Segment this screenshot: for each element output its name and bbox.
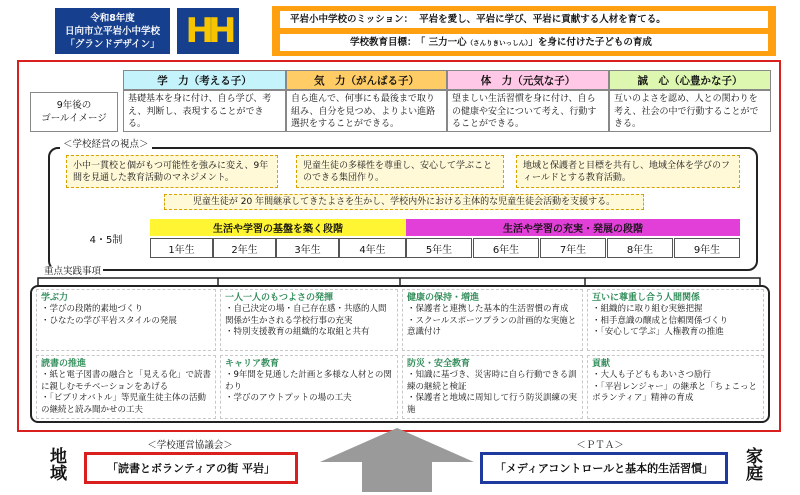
goal-column-text: 自ら進んで、何事にも最後まで取り組み、自分を見つめ、よりよい進路選択をすることができる。 — [286, 90, 447, 132]
pta-label: ＜ＰＴＡ＞ — [576, 440, 624, 451]
goal-label: 学校教育目標： — [350, 37, 417, 48]
goal-prefix: 「 三力一心 — [420, 37, 467, 48]
perspective-text-1: 小中一貫校と個がもつ可能性を強みに変え、9年間を見通した教育活動のマネジメント。 — [73, 161, 269, 183]
practice-heading: 貢献 — [592, 359, 611, 369]
stage1-label: 生活や学習の基盤を築く段階 — [213, 224, 343, 235]
council-slogan-box — [84, 452, 298, 484]
practices-connector-lines — [30, 264, 770, 290]
perspective-item-3 — [516, 155, 740, 188]
perspectives-title: ＜学校経営の視点＞ — [60, 139, 152, 151]
practice-heading: 学ぶ力 — [41, 293, 69, 303]
practice-cell — [36, 289, 216, 351]
goal-column-text: 基礎基本を身に付け、自ら学び、考え、判断し、表現することができる。 — [123, 90, 286, 132]
practice-cell — [220, 355, 398, 419]
mission-line — [280, 11, 768, 28]
system-label: 4・5制 — [89, 234, 123, 246]
practice-item: ・学びのアウトプットの場の工夫 — [225, 393, 352, 403]
goal-line — [280, 34, 768, 51]
nine-year-goal-label — [30, 92, 118, 132]
grade-cell: 9年生 — [674, 238, 740, 258]
practice-cell — [402, 289, 583, 351]
practice-item: ・組織的に取り組む実態把握 — [592, 304, 703, 314]
goal-column-text: 互いのよさを認め、人との関わりを考え、社会の中で行動することができる。 — [609, 90, 771, 132]
practice-item: ・「平岩レンジャー」の継承と「ちょこっとボランティア」精神の育成 — [592, 381, 757, 403]
goal-column-title: 気 力（がんばる子） — [286, 70, 447, 90]
community-label — [44, 440, 68, 488]
practice-item: ・スクールスポーツプランの計画的な実施と意識付け — [407, 315, 577, 337]
practice-heading: 健康の保持・増進 — [407, 293, 480, 303]
grade-cell: 5年生 — [406, 238, 472, 258]
practices-title: 重点実践事項 — [44, 266, 102, 277]
school-title-line1: 令和8年度 — [90, 12, 135, 24]
community-text: 地域 — [46, 447, 66, 481]
goal-column-title: 誠 心（心豊かな子） — [609, 70, 771, 90]
practice-item: ・大人も子どももあいさつ励行 — [592, 370, 712, 380]
perspective-item-1 — [66, 155, 278, 188]
practice-item: ・知識に基づき、災害時に自ら行動できる訓練の継続と検証 — [407, 370, 577, 392]
goal-label-line1: 9年後の — [56, 100, 92, 111]
family-label — [740, 440, 764, 488]
school-title-line2: 日向市立平岩小中学校 — [64, 25, 160, 37]
school-title-box — [55, 8, 170, 54]
grade-cell: 8年生 — [607, 238, 673, 258]
goal-suffix: 」を身に付けた子どもの育成 — [528, 37, 652, 48]
up-arrow-icon — [304, 424, 490, 494]
grade-cell: 2年生 — [213, 238, 276, 258]
practice-heading: 一人一人のもつよさの発揮 — [225, 293, 334, 303]
practice-item: ・「ビブリオバトル」等児童生徒主体の活動の継続と読み聞かせの工夫 — [41, 393, 206, 415]
council-slogan: 「読書とボランティアの街 平岩」 — [107, 462, 275, 475]
school-logo — [177, 8, 239, 54]
practice-heading: キャリア教育 — [225, 359, 280, 369]
goal-ruby: （さんりきいっしん） — [466, 39, 529, 47]
practice-item: ・「安心して学ぶ」人権教育の推進 — [592, 327, 724, 337]
practice-item: ・自己決定の場・自己存在感・共感的人間関係が生かされる学校行事の充実 — [225, 304, 387, 326]
mission-text: 平岩を愛し、平岩に学び、平岩に貢献する人材を育てる。 — [419, 14, 666, 25]
grade-cell: 7年生 — [540, 238, 606, 258]
goal-column-title: 学 力（考える子） — [123, 70, 286, 90]
practice-cell — [36, 355, 216, 419]
perspective-text-2: 児童生徒の多様性を尊重し、安心して学ぶことのできる集団作り。 — [303, 161, 493, 183]
grade-cell: 4年生 — [339, 238, 406, 258]
practice-heading: 防災・安全教育 — [407, 359, 471, 369]
perspective-text-3: 地域と保護者と目標を共有し、地域全体を学びのフィールドとする教育活動。 — [523, 161, 731, 183]
logo-letters: HH — [185, 11, 231, 51]
school-title-line3: 「グランドデザイン」 — [65, 38, 160, 50]
pta-slogan: 「メディアコントロールと基本的生活習慣」 — [494, 462, 714, 475]
perspective-item-2 — [296, 155, 504, 188]
practice-cell — [587, 355, 764, 419]
goal-column-title: 体 力（元気な子） — [447, 70, 609, 90]
goal-column-text: 望ましい生活習慣を身に付け、自らの健康や安全について考え、行動することができる。 — [447, 90, 609, 132]
grade-cell: 1年生 — [150, 238, 213, 258]
council-label: ＜学校運営協議会＞ — [147, 440, 233, 451]
practice-cell — [402, 355, 583, 419]
perspective-summary-text: 児童生徒が 20 年間継承してきたよさを生かし、学校内外における主体的な児童生徒会活動を支援する。 — [192, 197, 616, 207]
mission-box — [272, 6, 776, 56]
grade-cell: 3年生 — [276, 238, 339, 258]
stage1-bar — [150, 219, 406, 236]
practice-item: ・9年間を見通した計画と多様な人材との関わり — [225, 370, 392, 392]
practice-cell — [220, 289, 398, 351]
practice-item: ・相手意識の醸成と信頼関係づくり — [592, 315, 729, 326]
family-text: 家庭 — [742, 447, 762, 481]
perspective-summary — [164, 194, 644, 210]
pta-slogan-box — [480, 452, 728, 484]
practice-item: ・紙と電子図書の融合と「見える化」で読書に親しむモチベーションをあげる — [41, 370, 212, 392]
stage2-label: 生活や学習の充実・発展の段階 — [503, 224, 643, 235]
practice-item: ・特別支援教育の組織的な取組と共有 — [225, 327, 370, 337]
mission-label: 平岩小中学校のミッション： — [290, 14, 414, 25]
practice-item: ・学びの段階的素地づくり — [41, 304, 144, 314]
practice-heading: 読書の推進 — [41, 359, 87, 369]
stage2-bar — [406, 219, 740, 236]
practice-item: ・保護者と連携した基本的生活習慣の育成 — [407, 304, 569, 314]
goal-label-line2: ゴールイメージ — [41, 113, 107, 124]
practice-cell — [587, 289, 764, 351]
practice-item: ・ひなたの学び平岩スタイルの発展 — [41, 315, 177, 326]
grade-cell: 6年生 — [473, 238, 539, 258]
practice-item: ・保護者と地域に周知して行う防災訓練の実施 — [407, 393, 578, 415]
practice-heading: 互いに尊重し合う人間関係 — [592, 293, 701, 303]
